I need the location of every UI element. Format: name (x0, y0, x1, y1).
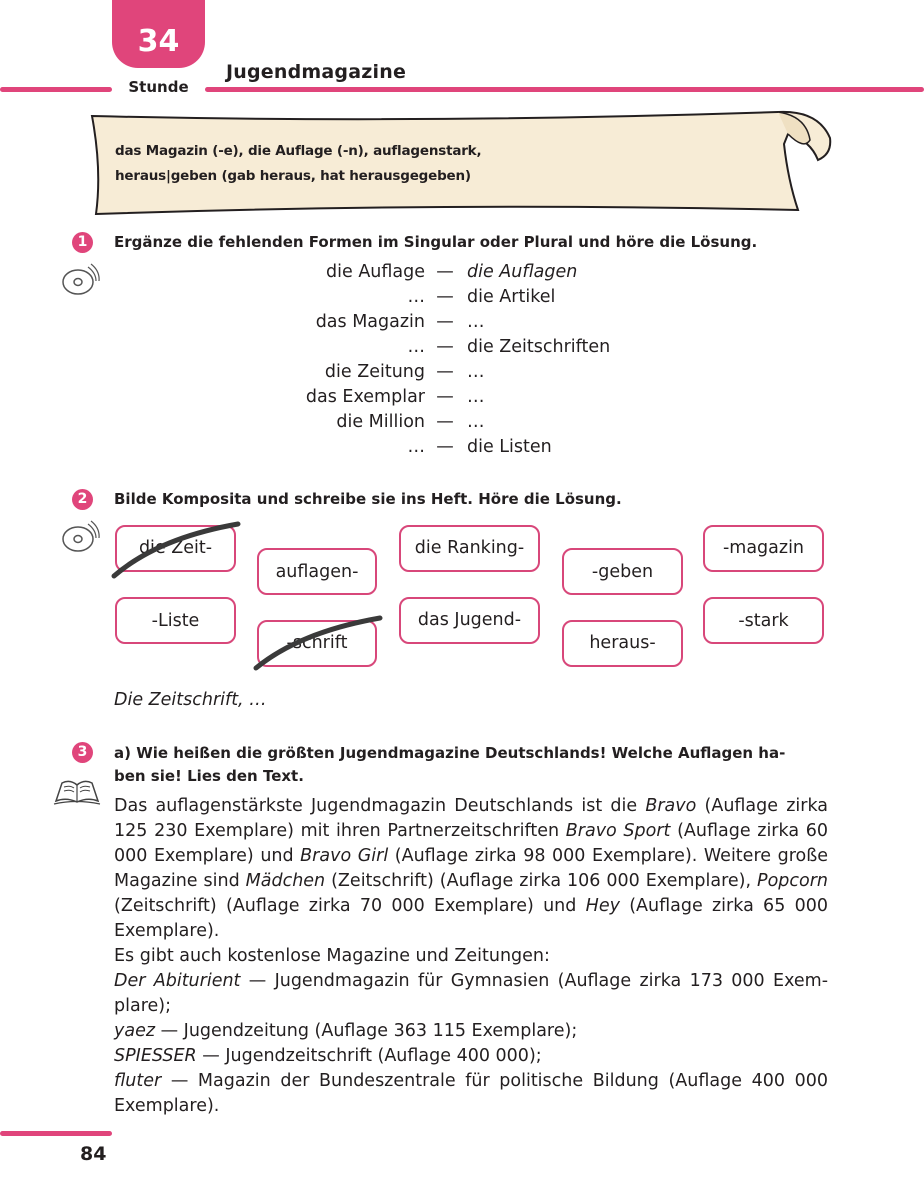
page-number: 84 (80, 1143, 107, 1165)
header-rule-left (0, 87, 112, 92)
text-paragraph-2: Es gibt auch kostenlose Magazine und Zeitungen: (114, 946, 550, 966)
task-number-2: 2 (72, 489, 93, 510)
dash: — (436, 287, 454, 307)
page-title: Jugendmagazine (226, 61, 407, 83)
singular-form: das Magazin (315, 312, 425, 332)
singular-form: das Exemplar (305, 387, 425, 407)
plural-form: die Listen (467, 437, 552, 457)
singular-form: die Zeitung (324, 362, 425, 382)
magazine-name: Bravo (645, 796, 697, 816)
text-segment: (Auflage zirka 60 000 Exemplare) und (114, 821, 828, 866)
plural-form: die Zeitschriften (467, 337, 611, 357)
vocabulary-line-1: das Magazin (-e), die Auflage (-n), auflagenstark, (115, 143, 482, 159)
magazine-name: Bravo Girl (300, 846, 389, 866)
text-segment: (Auflage zirka 98 000 Exemplare). Weitere große Magazine sind (114, 846, 828, 891)
form-row (290, 385, 690, 410)
magazine-name: Popcorn (757, 871, 828, 891)
open-book-icon (52, 775, 102, 807)
text-segment: — Jugendzeitschrift (Auflage 400 000); (196, 1046, 542, 1066)
strike-through-mark (108, 518, 244, 580)
word-box[interactable]: -stark (703, 597, 824, 644)
text-paragraph-6 (114, 1069, 828, 1119)
dash: — (436, 312, 454, 332)
header-rule-right (205, 87, 924, 92)
magazine-name: Hey (585, 896, 620, 916)
vocabulary-text (115, 139, 795, 189)
dash: — (436, 262, 454, 282)
cd-icon[interactable] (58, 520, 100, 554)
plural-form: … (467, 412, 485, 432)
lesson-label: Stunde (128, 78, 189, 96)
word-box[interactable]: heraus- (562, 620, 683, 667)
task-number-3: 3 (72, 742, 93, 763)
reading-text (114, 794, 828, 1119)
example-answer: Die Zeitschrift, … (114, 690, 267, 710)
dash: — (436, 387, 454, 407)
singular-form: … (407, 337, 425, 357)
singular-form: die Million (336, 412, 425, 432)
text-segment: Das auflagenstärkste Jugendmagazin Deutschlands ist die (114, 796, 646, 816)
task-2-instruction: Bilde Komposita und schreibe sie ins Heft. Höre die Lösung. (114, 490, 622, 508)
form-row (290, 335, 690, 360)
lesson-number: 34 (137, 24, 180, 59)
form-row (290, 260, 690, 285)
dash: — (436, 362, 454, 382)
text-paragraph-3 (114, 969, 828, 1019)
word-box[interactable]: die Ranking- (399, 525, 540, 572)
singular-form: die Auflage (326, 262, 425, 282)
plural-form: … (467, 387, 485, 407)
plural-form: die Artikel (467, 287, 556, 307)
form-row (290, 435, 690, 460)
magazine-name: fluter (114, 1071, 162, 1091)
word-box[interactable]: auflagen- (257, 548, 377, 595)
task-3-instruction-line-1: a) Wie heißen die größten Jugendmagazine Deutschlands! Welche Auflagen ha- (114, 744, 786, 762)
task-number-1: 1 (72, 232, 93, 253)
singular-plural-list (290, 260, 690, 460)
form-row (290, 285, 690, 310)
dash: — (436, 337, 454, 357)
text-paragraph-1 (114, 794, 828, 944)
word-box[interactable]: -schrift (257, 620, 377, 667)
plural-form: … (467, 312, 485, 332)
word-box[interactable]: die Zeit- (115, 525, 236, 572)
text-segment: — Jugendzeitung (Auflage 363 115 Exemplare); (155, 1021, 578, 1041)
strike-through-mark (250, 610, 386, 672)
text-paragraph-5 (114, 1044, 828, 1069)
dash: — (436, 412, 454, 432)
word-box[interactable]: -Liste (115, 597, 236, 644)
magazine-name: Der Abiturient (114, 971, 241, 991)
task-1-instruction: Ergänze die fehlenden Formen im Singular oder Plural und höre die Lösung. (114, 233, 758, 251)
word-box[interactable]: -magazin (703, 525, 824, 572)
form-row (290, 410, 690, 435)
plural-form: … (467, 362, 485, 382)
footer-rule (0, 1131, 112, 1136)
task-3-instruction-line-2: ben sie! Lies den Text. (114, 767, 304, 785)
magazine-name: Bravo Sport (565, 821, 671, 841)
text-segment: — Jugendmagazin für Gymnasien (Auflage zirka 173 000 Exem-plare); (114, 971, 829, 1016)
singular-form: … (407, 287, 425, 307)
text-segment: — Magazin der Bundeszentrale für politische Bildung (Auflage 400 000 Exemplare). (114, 1071, 828, 1116)
lesson-number-tab (112, 0, 205, 68)
text-segment: (Auflage zirka 65 000 Exemplare). (114, 896, 828, 941)
text-segment: (Zeitschrift) (Auflage zirka 106 000 Exemplare), (325, 871, 758, 891)
word-box[interactable]: das Jugend- (399, 597, 540, 644)
magazine-name: yaez (114, 1021, 156, 1041)
singular-form: … (407, 437, 425, 457)
text-segment: (Zeitschrift) (Auflage zirka 70 000 Exemplare) und (114, 896, 586, 916)
word-box[interactable]: -geben (562, 548, 683, 595)
text-segment: (Auflage zirka 125 230 Exemplare) mit ihren Partnerzeitschriften (114, 796, 829, 841)
form-row (290, 360, 690, 385)
task-3-instruction (114, 742, 785, 788)
magazine-name: Mädchen (245, 871, 326, 891)
magazine-name: SPIESSER (114, 1046, 197, 1066)
cd-icon[interactable] (58, 263, 100, 297)
form-row (290, 310, 690, 335)
dash: — (436, 437, 454, 457)
text-paragraph-4 (114, 1019, 828, 1044)
plural-form: die Auflagen (467, 262, 578, 282)
vocabulary-line-2: heraus|geben (gab heraus, hat herausgegeben) (115, 168, 471, 184)
